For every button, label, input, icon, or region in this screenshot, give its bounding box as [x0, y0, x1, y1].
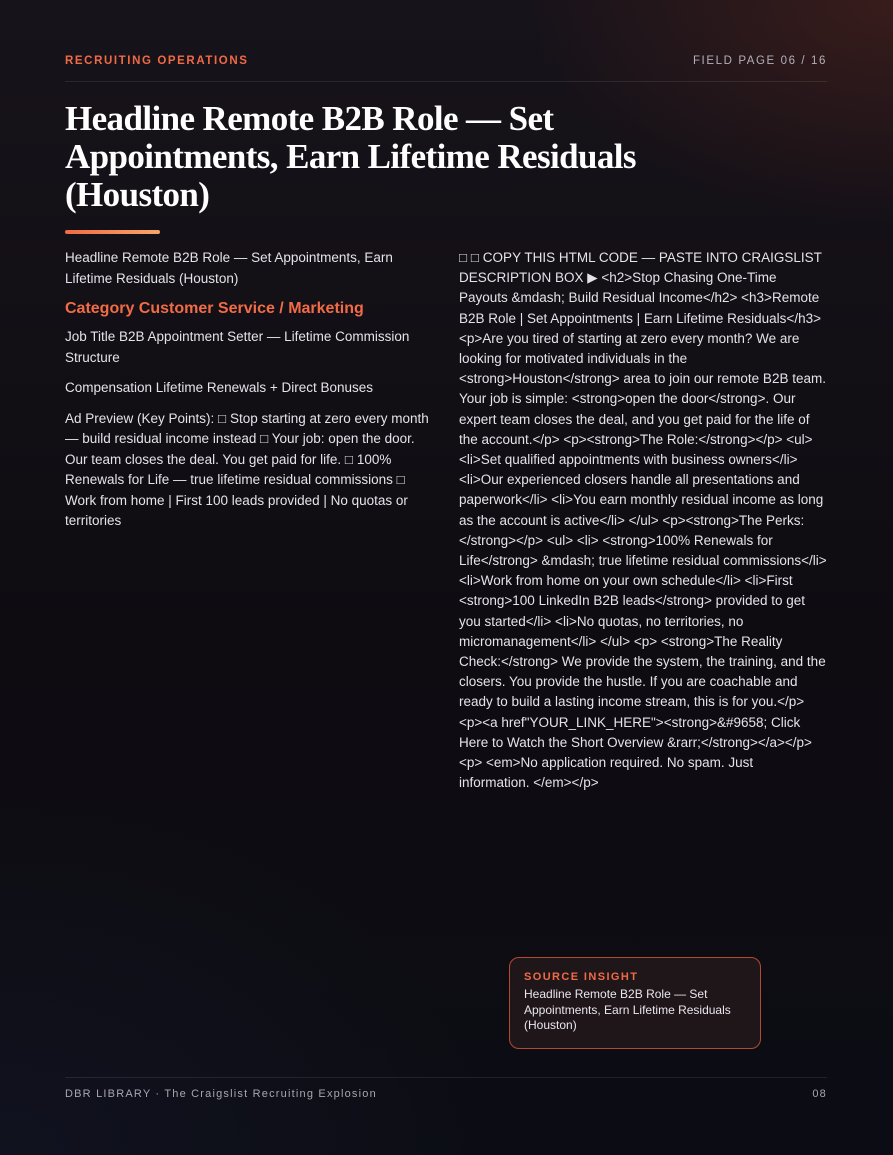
- ad-category: Category Customer Service / Marketing: [65, 300, 364, 317]
- ad-preview: Ad Preview (Key Points): □ Stop starting at zero every month — build residual income instead □ Your job: open the door. Our team closes the deal. You get paid for life. □ 100% Renewals for Life — true lifetime residual commissions □ Work from home | First 100 leads provided | No quotas or territories: [65, 410, 429, 528]
- insight-label: SOURCE INSIGHT: [524, 971, 639, 983]
- page-title: Headline Remote B2B Role — Set Appointments, Earn Lifetime Residuals (Houston): [65, 99, 636, 214]
- ad-job-title: Job Title B2B Appointment Setter — Lifetime Commission Structure: [65, 329, 410, 365]
- page-indicator: FIELD PAGE 06 / 16: [692, 55, 827, 67]
- ad-compensation: Compensation Lifetime Renewals + Direct Bonuses: [65, 380, 374, 395]
- section-eyebrow: RECRUITING OPERATIONS: [65, 55, 249, 67]
- footer-library-title: DBR LIBRARY · The Craigslist Recruiting Explosion: [65, 1088, 377, 1100]
- ad-headline: Headline Remote B2B Role — Set Appointments, Earn Lifetime Residuals (Houston): [65, 250, 393, 286]
- title-accent-bar: [65, 230, 160, 234]
- source-insight-callout: [509, 957, 761, 1049]
- document-page: [65, 0, 827, 1155]
- header-divider: [65, 81, 827, 82]
- html-code-block: □ □ COPY THIS HTML CODE — PASTE INTO CRAIGSLIST DESCRIPTION BOX ▶ <h2>Stop Chasing One-Time Payouts &mdash; Build Residual Income</h2> <h3>Remote B2B Role | Set Appointments | Earn Lifetime Residuals</h3> <p>Are you tired of starting at zero every month? We are looking for motivated individuals in the <strong>Houston</strong> area to join our remote B2B team. Your job is simple: <strong>open the door</strong>. Our expert team closes the deal, and you get paid for the life of the account.</p> <p><strong>The Role:</strong></p> <ul> <li>Set qualified appointments with business owners</li> <li>Our experienced closers handle all presentations and paperwork</li> <li>You earn monthly residual income as long as the account is active</li> </ul> <p><strong>The Perks:</strong></p> <ul> <li> <strong>100% Renewals for Life</strong> &mdash; true lifetime residual commissions</li> <li>Work from home on your own schedule</li> <li>First <strong>100 LinkedIn B2B leads</strong> provided to get you started</li> <li>No quotas, no territories, no micromanagement</li> </ul> <p> <strong>The Reality Check:</strong> We provide the system, the training, and the closers. You provide the hustle. If you are coachable and ready to build a lasting income stream, this is for you.</p> <p><a href"YOUR_LINK_HERE"><strong>&#9658; Click Here to Watch the Short Overview &rarr;</strong></a></p> <p> <em>No application required. No spam. Just information. </em></p>: [459, 250, 827, 791]
- footer-divider: [65, 1077, 827, 1078]
- footer-page-number: 08: [812, 1088, 827, 1100]
- html-code-column: [459, 248, 827, 793]
- page-header: [65, 55, 827, 71]
- insight-text: Headline Remote B2B Role — Set Appointments, Earn Lifetime Residuals (Houston): [524, 987, 731, 1032]
- ad-summary-column: [65, 248, 435, 542]
